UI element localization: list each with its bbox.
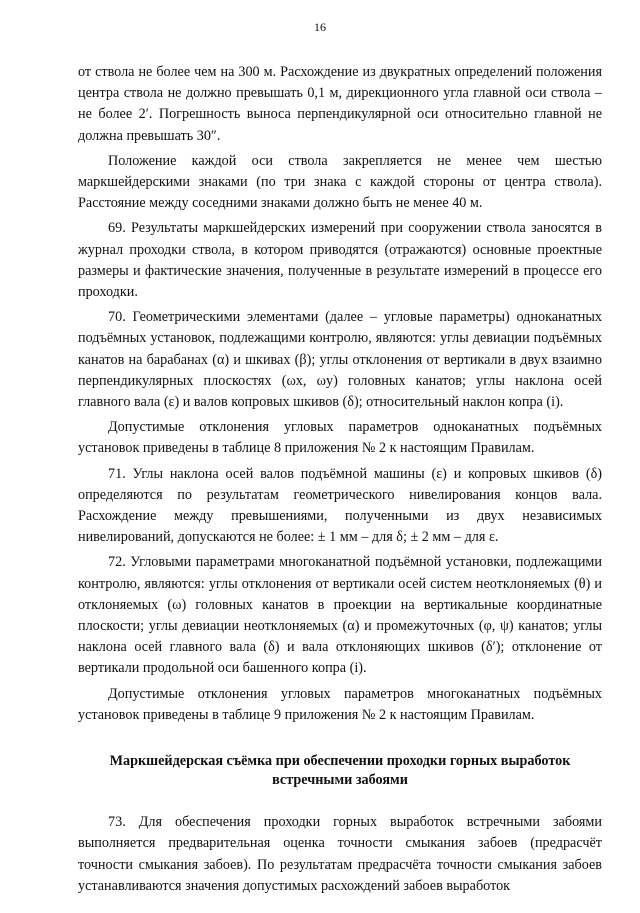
section-heading-line2: встречными забоями xyxy=(272,772,408,789)
paragraph-71: 71. Углы наклона осей валов подъёмной машины (ε) и копровых шкивов (δ) определяются по результатам геометрического нивелирования концов вала. Расхождение между превышениями, полученными из двух независимых нивелирований, допускаются не более: ± 1 мм – для δ; ± 2 мм – для ε. xyxy=(78,465,602,546)
paragraph: Допустимые отклонения угловых параметров многоканатных подъёмных установок приведены в таблице 9 приложения № 2 к настоящим Правилам. xyxy=(78,685,602,723)
section-heading-line1: Маркшейдерская съёмка при обеспечении проходки горных выработок xyxy=(109,753,571,770)
paragraph-69: 69. Результаты маркшейдерских измерений при сооружении ствола заносятся в журнал проходки ствола, в котором приводятся (отражаются) основные проектные размеры и фактические значения, полученные в результате измерений в процессе его проходки. xyxy=(78,220,602,301)
paragraph-70: 70. Геометрическими элементами (далее – угловые параметры) одноканатных подъёмных установок, подлежащими контролю, являются: углы девиации подъёмных канатов на барабанах (α) и шкивах (β); углы отклонения от вертикали в двух взаимно перпендикулярных плоскостях (ωx, ωy) головных канатов; углы наклона осей главного вала (ε) и валов копровых шкивов (δ); относительный наклон копра (i). xyxy=(78,309,602,411)
paragraph: Допустимые отклонения угловых параметров одноканатных подъёмных установок приведены в таблице 8 приложения № 2 к настоящим Правилам. xyxy=(78,419,602,457)
page-number: 16 xyxy=(314,20,326,34)
paragraph-73: 73. Для обеспечения проходки горных выработок встречными забоями выполняется предварительная оценка точности смыкания забоев (предрасчёт точности смыкания забоев). По результатам предрасчёта точности смыкания забоев устанавливаются значения допустимых расхождений забоев выработок xyxy=(78,814,602,894)
paragraph-72: 72. Угловыми параметрами многоканатной подъёмной установки, подлежащими контролю, являются: углы отклонения от вертикали осей систем неотклоняемых (θ) и отклоняемых (ω) головных канатов в проекции на вертикальные координатные плоскости; углы девиации неотклоняемых (α) и промежуточных (φ, ψ) канатов; углы наклона осей главного вала (δ) и вала отклоняющих шкивов (δ′); отклонение от вертикали продольной оси башенного копра (i). xyxy=(78,554,602,677)
paragraph: от ствола не более чем на 300 м. Расхождение из двукратных определений положения центра ствола не должно превышать 0,1 м, дирекционного угла главной оси ствола – не более 2′. Погрешность выноса перпендикулярной оси относительно главной не должна превышать 30″. xyxy=(78,64,602,144)
paragraph: Положение каждой оси ствола закрепляется не менее чем шестью маркшейдерскими знаками (по три знака с каждой стороны от центра ствола). Расстояние между соседними знаками должно быть не менее 40 м. xyxy=(78,152,602,212)
section-heading xyxy=(78,752,602,790)
document-body xyxy=(78,62,602,897)
